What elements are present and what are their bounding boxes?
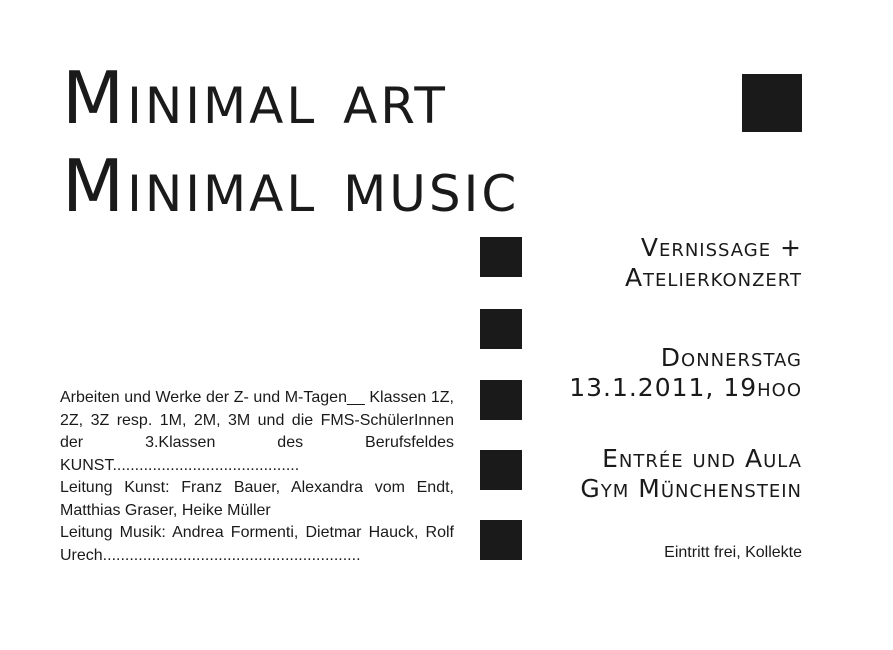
decorative-square-2 — [480, 309, 522, 349]
event-date — [569, 343, 802, 403]
event-location-line2: Gym Münchenstein — [580, 474, 802, 503]
credits-art-lead: Leitung Kunst: Franz Bauer, Alexandra vom Endt, Matthias Graser, Heike Müller — [60, 479, 454, 519]
credits-music-lead: Leitung Musik: Andrea Formenti, Dietmar Hauck, Rolf Urech.......................................................... — [60, 524, 454, 564]
event-type — [625, 233, 802, 293]
event-type-line1: Vernissage + — [640, 233, 802, 262]
admission-note: Eintritt frei, Kollekte — [664, 544, 802, 561]
event-day: Donnerstag — [660, 343, 802, 372]
event-location — [580, 444, 802, 504]
decorative-square-3 — [480, 380, 522, 420]
event-datetime: 13.1.2011, 19hoo — [569, 373, 802, 402]
credits-works: Arbeiten und Werke der Z- und M-Tagen__ Klassen 1Z, 2Z, 3Z resp. 1M, 2M, 3M und die FMS-SchülerInnen der 3.Klassen des Berufsfeldes KUNST.......................................... — [60, 389, 454, 474]
event-type-line2: Atelierkonzert — [624, 263, 802, 292]
title-minimal-music: Minimal music — [62, 144, 520, 228]
credits-block — [60, 387, 454, 567]
decorative-square-5 — [480, 520, 522, 560]
event-location-line1: Entrée und Aula — [602, 444, 802, 473]
title-minimal-art: Minimal art — [62, 56, 448, 140]
decorative-square-4 — [480, 450, 522, 490]
decorative-square-large — [742, 74, 802, 132]
decorative-square-1 — [480, 237, 522, 277]
